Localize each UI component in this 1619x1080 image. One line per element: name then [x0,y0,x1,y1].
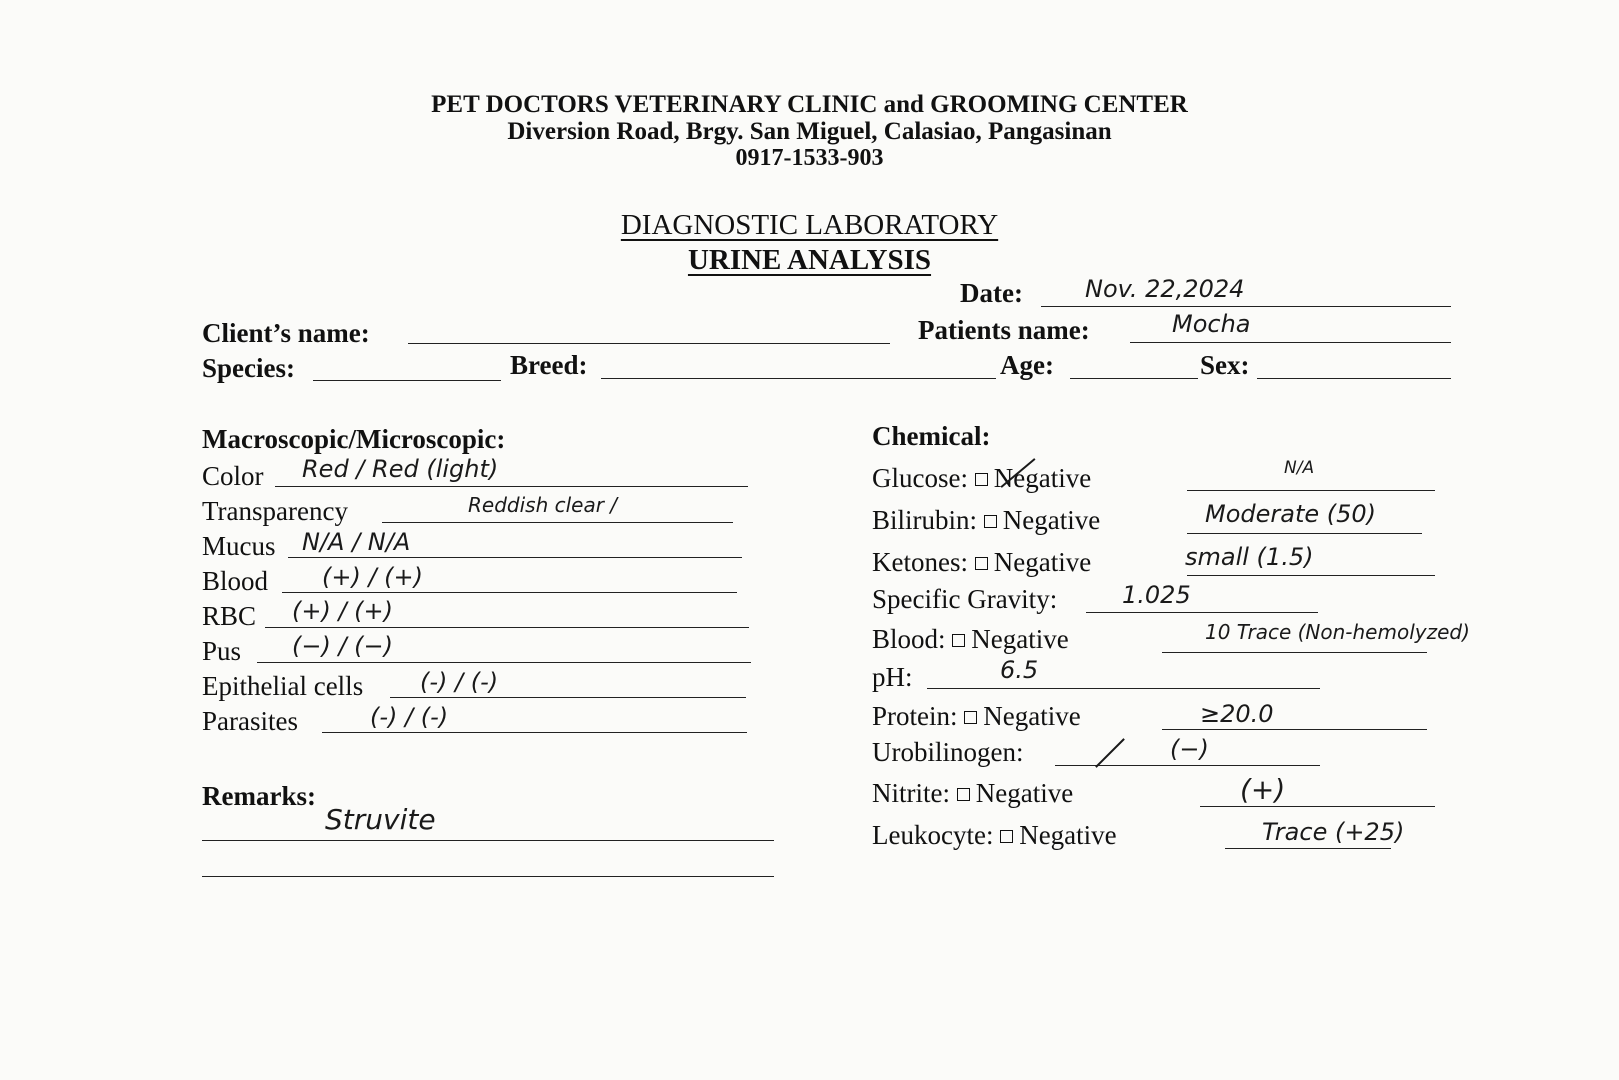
leukocyte-row [872,820,1117,851]
leukocyte-line [1225,848,1391,849]
clinic-phone: 0917-1533-903 [735,145,884,171]
mucus-line [288,557,742,558]
rbc-label: RBC [202,601,257,631]
exam-title: URINE ANALYSIS [687,244,932,276]
remarks-line-2 [202,876,774,877]
blood-label: Blood [202,566,269,596]
specific-gravity-label: Specific Gravity: [872,584,1058,614]
protein-negative-text: Negative [983,701,1081,731]
transparency-line [382,522,733,523]
epithelial-cells-line [390,697,746,698]
parasites-label: Parasites [202,706,298,736]
breed-label: Breed: [510,350,588,380]
remarks-label: Remarks: [202,781,316,811]
clinic-address: Diversion Road, Brgy. San Miguel, Calasiao, Pangasinan [507,118,1112,145]
parasites-value: (-) / (-) [370,703,449,731]
age-label: Age: [1000,350,1054,380]
nitrite-negative-text: Negative [975,778,1074,808]
rbc-value: (+) / (+) [292,597,394,625]
specific-gravity-line [1086,612,1318,613]
ph-value: 6.5 [1000,656,1039,684]
species-line [313,380,501,381]
glucose-line [1187,490,1435,491]
bilirubin-negative-text: Negative [1002,505,1101,535]
nitrite-value: (+) [1240,773,1286,806]
bilirubin-label: Bilirubin: [872,505,978,535]
urobilinogen-scribble-mark [1095,738,1125,768]
remarks-line-1 [202,840,774,841]
date-value: Nov. 22,2024 [1085,275,1245,303]
rbc-line [265,627,749,628]
client-name-label: Client’s name: [202,318,370,348]
urobilinogen-value: (−) [1170,735,1209,763]
urobilinogen-label: Urobilinogen: [872,737,1024,767]
ph-label: pH: [872,662,913,692]
transparency-value: Reddish clear / [468,493,618,517]
chem-blood-label: Blood: [872,624,946,654]
chem-blood-negative-text: Negative [971,624,1069,654]
transparency-label: Transparency [202,496,348,526]
blood-line [282,592,737,593]
leukocyte-negative-checkbox [1000,830,1013,843]
date-line [1041,306,1451,307]
protein-row [872,701,1081,732]
glucose-row [872,463,1091,494]
ph-line [927,688,1320,689]
leukocyte-negative-text: Negative [1019,820,1117,850]
patient-name-value: Mocha [1172,310,1251,338]
bilirubin-line [1187,533,1422,534]
color-line [275,486,748,487]
protein-label: Protein: [872,701,958,731]
ketones-negative-text: Negative [993,547,1092,577]
macro-heading: Macroscopic/Microscopic: [202,424,506,454]
leukocyte-label: Leukocyte: [872,820,994,850]
glucose-value: N/A [1284,458,1315,478]
color-label: Color [202,461,264,491]
pus-value: (−) / (−) [292,632,394,660]
remarks-value: Struvite [325,803,436,836]
nitrite-line [1200,806,1435,807]
pus-line [257,662,751,663]
breed-line [601,378,996,379]
epithelial-cells-value: (-) / (-) [420,668,499,696]
color-value: Red / Red (light) [302,455,499,483]
specific-gravity-value: 1.025 [1122,581,1191,609]
bilirubin-negative-checkbox [984,515,997,528]
species-label: Species: [202,353,295,383]
protein-line [1162,729,1427,730]
chem-blood-negative-checkbox [952,634,965,647]
age-line [1070,378,1198,379]
bilirubin-value: Moderate (50) [1205,500,1377,528]
glucose-label: Glucose: [872,463,968,493]
lab-title: DIAGNOSTIC LABORATORY [620,209,999,241]
glucose-negative-text: Negative [993,463,1092,493]
blood-value: (+) / (+) [322,563,424,591]
ketones-negative-checkbox [975,557,988,570]
clinic-name: PET DOCTORS VETERINARY CLINIC and GROOMING CENTER [431,91,1188,118]
chem-blood-row [872,624,1069,655]
ketones-label: Ketones: [872,547,968,577]
nitrite-label: Nitrite: [872,778,950,808]
ketones-value: small (1.5) [1185,543,1314,571]
protein-negative-checkbox [964,711,977,724]
chemical-heading: Chemical: [872,421,991,451]
epithelial-cells-label: Epithelial cells [202,671,364,701]
mucus-value: N/A / N/A [302,528,411,556]
chem-blood-line [1162,652,1427,653]
sex-label: Sex: [1200,350,1250,380]
ketones-row [872,547,1091,578]
chem-blood-value: 10 Trace (Non-hemolyzed) [1205,620,1470,644]
pus-label: Pus [202,636,242,666]
patient-name-line [1130,342,1451,343]
leukocyte-value: Trace (+25) [1262,818,1405,846]
client-name-line [408,343,890,344]
date-label: Date: [960,278,1023,308]
sex-line [1257,378,1451,379]
nitrite-negative-checkbox [957,788,970,801]
glucose-negative-checkbox [975,473,988,486]
mucus-label: Mucus [202,531,276,561]
parasites-line [322,732,747,733]
bilirubin-row [872,505,1100,536]
patient-name-label: Patients name: [918,315,1090,345]
ketones-line [1187,575,1435,576]
nitrite-row [872,778,1073,809]
protein-value: ≥20.0 [1200,700,1274,728]
